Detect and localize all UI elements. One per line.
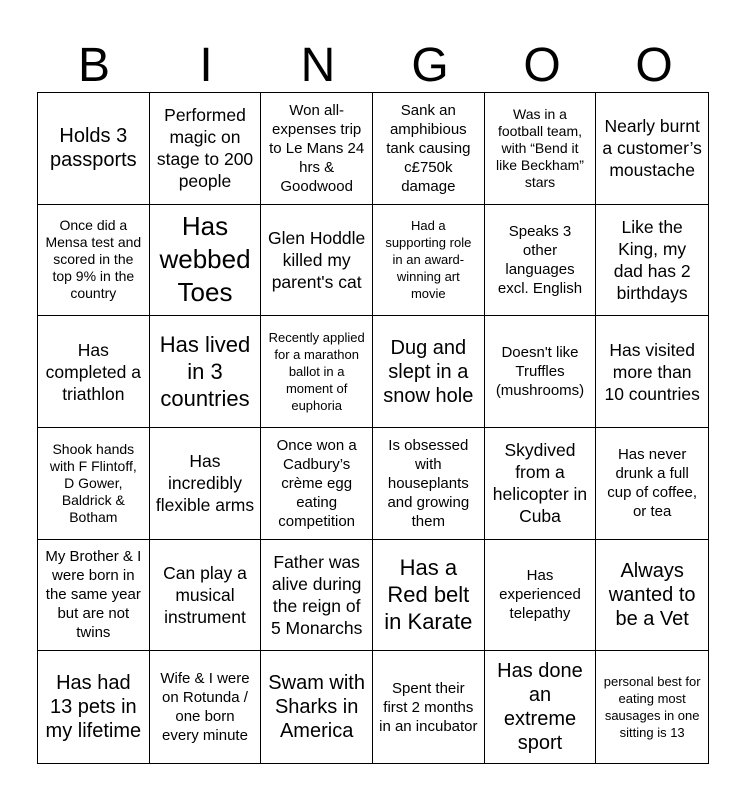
header-letter-n: N [300, 39, 336, 92]
bingo-cell-text: Holds 3 passports [49, 125, 137, 172]
bingo-cell-text: Once did a Mensa test and scored in the top 9% in the country [45, 217, 142, 302]
bingo-cell-text: Has webbed Toes [159, 211, 251, 308]
bingo-cell[interactable] [485, 316, 597, 428]
bingo-cell-text: Dug and slept in a snow hole [383, 336, 474, 407]
bingo-cell[interactable] [373, 93, 485, 205]
bingo-cell-text: Won all-expenses trip to Le Mans 24 hrs & Goodwood [269, 101, 365, 195]
bingo-cell[interactable] [261, 316, 373, 428]
bingo-cell-text: Has a Red belt in Karate [384, 555, 473, 635]
bingo-cell-text: Is obsessed with houseplants and growing them [387, 436, 470, 530]
bingo-cell-text: Skydived from a helicopter in Cuba [492, 440, 588, 527]
bingo-cell-text: Has experienced telepathy [499, 567, 581, 623]
bingo-cell[interactable] [38, 93, 150, 205]
bingo-cell-text: Like the King, my dad has 2 birthdays [613, 216, 691, 303]
bingo-cell[interactable] [38, 651, 150, 763]
bingo-cell[interactable] [150, 540, 262, 652]
header-letter-g: G [411, 39, 449, 92]
bingo-cell[interactable] [485, 540, 597, 652]
bingo-cell[interactable] [150, 651, 262, 763]
bingo-cell-text: Swam with Sharks in America [268, 672, 365, 743]
bingo-cell[interactable] [38, 205, 150, 317]
bingo-cell-text: Has had 13 pets in my lifetime [45, 672, 142, 743]
bingo-cell-text: Once won a Cadbury’s crème egg eating competition [276, 436, 357, 530]
bingo-cell-text: Was in a football team, with “Bend it like Beckham” stars [496, 105, 584, 190]
bingo-cell[interactable] [261, 93, 373, 205]
header-letter-b: B [77, 39, 110, 92]
bingo-cell[interactable] [261, 205, 373, 317]
bingo-cell[interactable] [485, 428, 597, 540]
bingo-cell[interactable] [485, 651, 597, 763]
header-letter-i: I [199, 39, 213, 92]
bingo-cell-text: Has incredibly flexible arms [155, 451, 255, 516]
bingo-cell-text: Has completed a triathlon [45, 339, 141, 404]
bingo-cell[interactable] [596, 651, 708, 763]
bingo-cell[interactable] [261, 651, 373, 763]
bingo-cell[interactable] [373, 428, 485, 540]
bingo-cell[interactable] [596, 205, 708, 317]
bingo-cell[interactable] [373, 205, 485, 317]
bingo-cell[interactable] [596, 93, 708, 205]
bingo-cell[interactable] [596, 540, 708, 652]
bingo-header [38, 38, 710, 94]
bingo-cell-text: Always wanted to be a Vet [608, 559, 696, 630]
header-letter-o1: O [523, 39, 561, 92]
bingo-cell-text: Nearly burnt a customer’s moustache [602, 116, 702, 181]
bingo-cell[interactable] [38, 540, 150, 652]
bingo-cell[interactable] [485, 93, 597, 205]
bingo-cell[interactable] [150, 205, 262, 317]
bingo-cell-text: Doesn't like Truffles (mushrooms) [495, 344, 585, 400]
bingo-cell-text: Speaks 3 other languages excl. English [497, 222, 583, 297]
bingo-cell-text: Has lived in 3 countries [159, 332, 251, 412]
bingo-cell-text: Wife & I were on Rotunda / one born every minute [160, 670, 250, 745]
bingo-cell[interactable] [150, 428, 262, 540]
bingo-cell-text: My Brother & I were born in the same year but are not twins [45, 548, 142, 642]
bingo-cell-text: Shook hands with F Flintoff, D Gower, Baldrick & Botham [49, 440, 137, 525]
header-letter-o2: O [635, 39, 673, 92]
bingo-cell[interactable] [596, 428, 708, 540]
bingo-cell-text: Father was alive during the reign of 5 Monarchs [270, 551, 363, 638]
bingo-cell-text: Has done an extreme sport [497, 660, 583, 755]
bingo-cell[interactable] [373, 316, 485, 428]
bingo-cell[interactable] [485, 205, 597, 317]
bingo-cell[interactable] [38, 316, 150, 428]
bingo-cell-text: Recently applied for a marathon ballot in a moment of euphoria [268, 330, 365, 414]
bingo-cell-text: Glen Hoddle killed my parent's cat [268, 227, 366, 292]
bingo-cell-text: Sank an amphibious tank causing c£750k damage [386, 101, 471, 195]
bingo-cell[interactable] [261, 428, 373, 540]
bingo-cell-text: Performed magic on stage to 200 people [156, 105, 254, 192]
bingo-cell-text: Can play a musical instrument [163, 562, 247, 627]
bingo-cell-text: Has never drunk a full cup of coffee, or tea [607, 446, 698, 521]
bingo-cell-text: Had a supporting role in an award-winning art movie [385, 218, 472, 302]
bingo-cell[interactable] [373, 651, 485, 763]
bingo-grid [37, 92, 709, 764]
bingo-cell[interactable] [261, 540, 373, 652]
bingo-cell[interactable] [150, 316, 262, 428]
bingo-cell[interactable] [150, 93, 262, 205]
bingo-cell-text: personal best for eating most sausages in one sitting is 13 [603, 674, 701, 741]
bingo-cell-text: Spent their first 2 months in an incubator [379, 679, 478, 735]
bingo-cell[interactable] [38, 428, 150, 540]
bingo-cell-text: Has visited more than 10 countries [604, 339, 700, 404]
bingo-cell[interactable] [373, 540, 485, 652]
bingo-cell[interactable] [596, 316, 708, 428]
